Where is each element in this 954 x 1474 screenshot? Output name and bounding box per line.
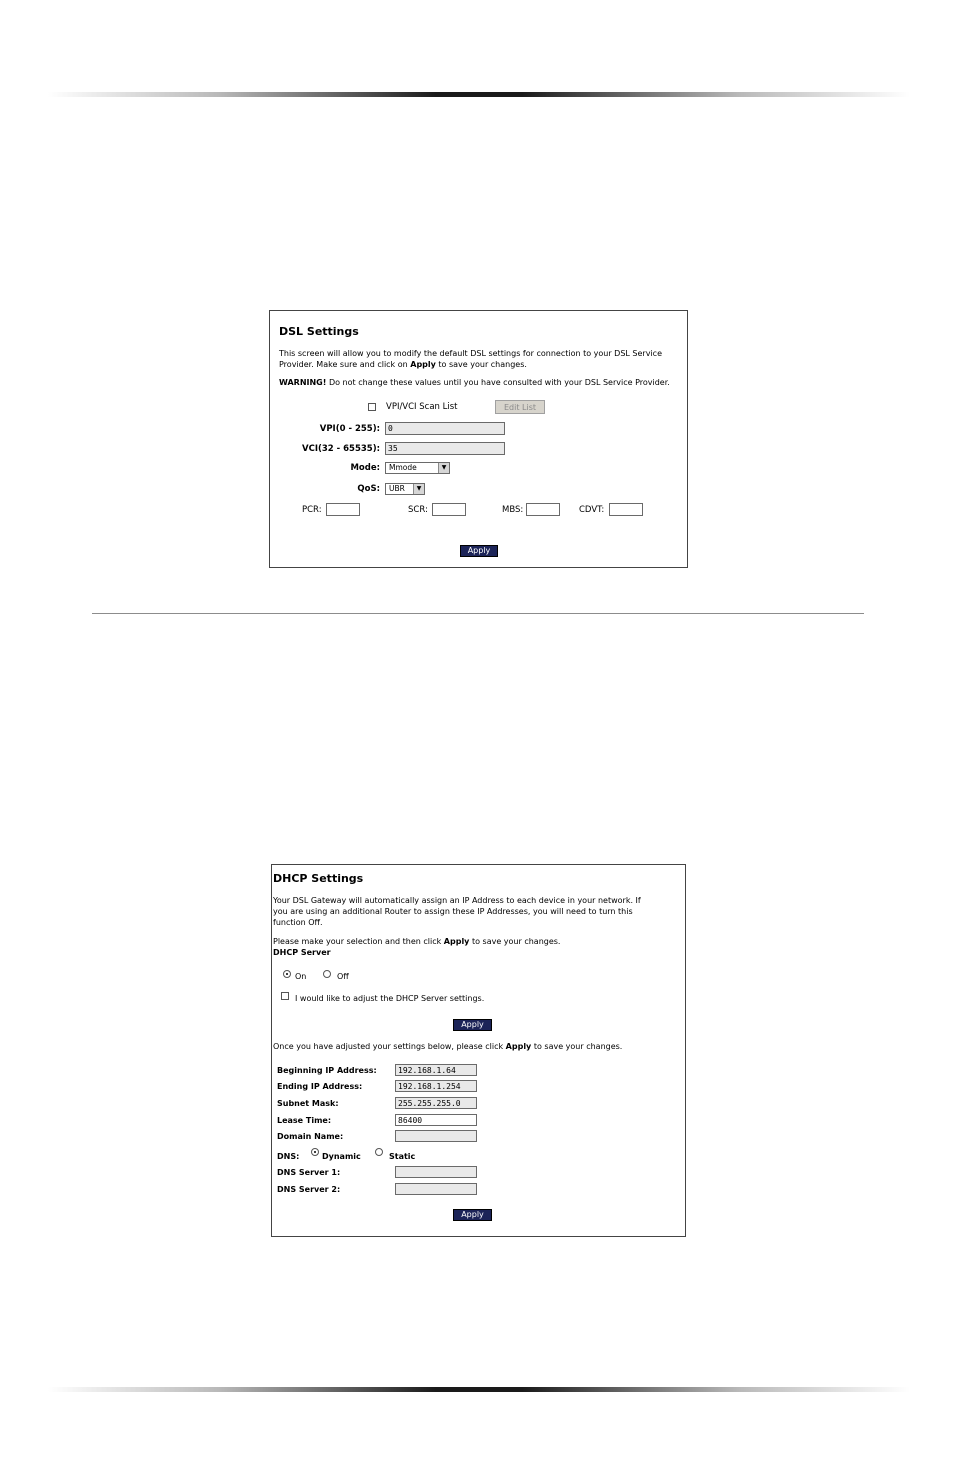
- dhcp-description-line1: Your DSL Gateway will automatically assign an IP Address to each device in your network. If: [273, 896, 641, 905]
- scr-input[interactable]: [432, 503, 466, 516]
- qos-label: QoS:: [357, 484, 380, 494]
- dhcp-description-line2: you are using an additional Router to assign these IP Addresses, you will need to turn this: [273, 907, 633, 916]
- chevron-down-icon: ▼: [438, 463, 449, 473]
- vpi-vci-scan-list-label: VPI/VCI Scan List: [386, 402, 458, 412]
- domain-name-label: Domain Name:: [277, 1132, 344, 1141]
- beginning-ip-label: Beginning IP Address:: [277, 1066, 377, 1075]
- dhcp-adjust-instruction: Once you have adjusted your settings below, please click Apply to save your changes.: [273, 1042, 623, 1051]
- scr-label: SCR:: [408, 505, 428, 515]
- dsl-settings-panel: [269, 310, 688, 568]
- mbs-label: MBS:: [502, 505, 524, 515]
- dns-static-label: Static: [389, 1152, 416, 1161]
- dhcp-off-radio[interactable]: [323, 970, 331, 978]
- dsl-apply-button[interactable]: Apply: [460, 545, 498, 557]
- vci-input[interactable]: [385, 442, 505, 455]
- dhcp-title: DHCP Settings: [273, 872, 364, 885]
- ending-ip-label: Ending IP Address:: [277, 1082, 363, 1091]
- subnet-mask-label: Subnet Mask:: [277, 1099, 339, 1108]
- chevron-down-icon: ▼: [413, 484, 424, 494]
- dns-server-2-input[interactable]: [395, 1183, 477, 1195]
- dsl-description-line2: Provider. Make sure and click on Apply to save your changes.: [279, 360, 527, 369]
- vpi-vci-scan-list-checkbox[interactable]: [368, 403, 376, 411]
- dns-label: DNS:: [277, 1152, 300, 1161]
- dns-dynamic-radio[interactable]: [311, 1148, 319, 1156]
- top-decorative-rule: [48, 92, 910, 97]
- mode-select[interactable]: [385, 462, 450, 474]
- pcr-input[interactable]: [326, 503, 360, 516]
- dhcp-description-line3: function Off.: [273, 918, 323, 927]
- dhcp-off-label: Off: [337, 972, 349, 981]
- dhcp-selection-instruction: Please make your selection and then click Apply to save your changes.: [273, 937, 561, 946]
- edit-list-button[interactable]: Edit List: [495, 400, 545, 414]
- ending-ip-input[interactable]: [395, 1080, 477, 1092]
- mode-label: Mode:: [350, 463, 380, 473]
- lease-time-input[interactable]: [395, 1114, 477, 1126]
- vpi-input[interactable]: [385, 422, 505, 435]
- vpi-label: VPI(0 - 255):: [319, 424, 380, 434]
- dhcp-on-label: On: [295, 972, 307, 981]
- cdvt-input[interactable]: [609, 503, 643, 516]
- lease-time-label: Lease Time:: [277, 1116, 332, 1125]
- dsl-title: DSL Settings: [279, 325, 359, 338]
- dhcp-settings-panel: [271, 864, 686, 1237]
- dns-server-1-label: DNS Server 1:: [277, 1168, 341, 1177]
- dns-static-radio[interactable]: [375, 1148, 383, 1156]
- section-divider: [92, 613, 864, 614]
- adjust-dhcp-settings-label: I would like to adjust the DHCP Server settings.: [295, 994, 485, 1003]
- bottom-decorative-rule: [48, 1387, 910, 1392]
- dsl-warning: WARNING! Do not change these values until you have consulted with your DSL Service Provider.: [279, 378, 670, 387]
- mode-select-value: Mmode: [389, 463, 417, 472]
- dns-dynamic-label: Dynamic: [322, 1152, 361, 1161]
- qos-select-value: UBR: [389, 484, 405, 493]
- dhcp-server-heading: DHCP Server: [273, 948, 331, 957]
- dns-server-1-input[interactable]: [395, 1166, 477, 1178]
- dhcp-server-apply-button[interactable]: Apply: [453, 1019, 492, 1031]
- vci-label: VCI(32 - 65535):: [302, 444, 380, 454]
- dns-server-2-label: DNS Server 2:: [277, 1185, 341, 1194]
- domain-name-input[interactable]: [395, 1130, 477, 1142]
- beginning-ip-input[interactable]: [395, 1064, 477, 1076]
- qos-select[interactable]: [385, 483, 425, 495]
- adjust-dhcp-settings-checkbox[interactable]: [281, 992, 289, 1000]
- dhcp-on-radio[interactable]: [283, 970, 291, 978]
- cdvt-label: CDVT:: [579, 505, 605, 515]
- pcr-label: PCR:: [302, 505, 322, 515]
- dsl-description-line1: This screen will allow you to modify the default DSL settings for connection to your DSL Service: [279, 349, 662, 358]
- dhcp-settings-apply-button[interactable]: Apply: [453, 1209, 492, 1221]
- mbs-input[interactable]: [526, 503, 560, 516]
- subnet-mask-input[interactable]: [395, 1097, 477, 1109]
